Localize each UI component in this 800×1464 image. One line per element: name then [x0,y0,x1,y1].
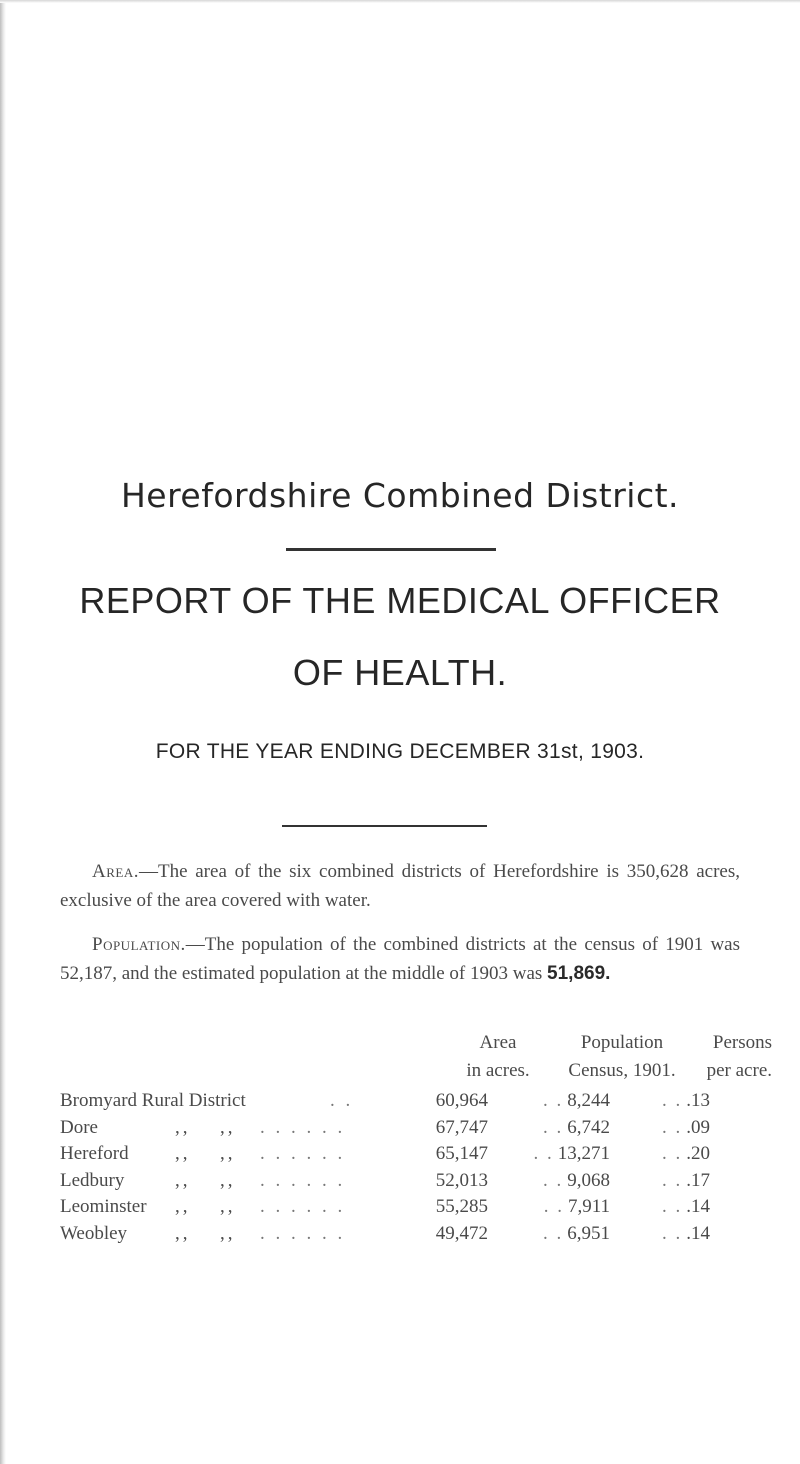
report-heading-line-1: REPORT OF THE MEDICAL OFFICER [79,580,721,621]
row-dots: . . . . . . [260,1169,346,1191]
per-acre-value: .09 [686,1116,710,1138]
ditto-mark: ,, [175,1143,191,1164]
population-value: 6,951 [567,1222,610,1244]
page-edge-shadow [0,0,6,1464]
district-persons-per-acre [626,1170,710,1192]
table-row [60,1090,740,1117]
district-population [500,1090,610,1112]
per-acre-value: .17 [686,1169,710,1191]
leader-dots: . . [662,1116,683,1138]
district-name: Leominster [60,1196,147,1217]
table-row [60,1223,740,1250]
leader-dots: . . [662,1222,683,1244]
district-area: 52,013 [435,1169,488,1191]
population-value: 13,271 [557,1143,610,1164]
row-dots: . . . . . . [260,1196,346,1217]
population-estimate: 51,869. [547,963,611,984]
district-name: Ledbury [60,1169,125,1191]
row-dots: . . . . . . [260,1143,346,1164]
population-value: 9,068 [567,1169,610,1191]
table-header-row-2 [60,1060,772,1088]
header-area: Area [479,1032,517,1053]
district-name: Hereford [60,1143,129,1164]
district-area: 60,964 [435,1090,488,1111]
district-persons-per-acre [626,1196,710,1218]
table-row [60,1117,740,1144]
document-title: Herefordshire Combined District. [120,476,680,515]
leader-dots: . . [662,1169,683,1191]
area-paragraph [60,857,740,915]
per-acre-value: .20 [686,1143,710,1164]
table-header-row-1 [60,1032,772,1060]
title-divider [286,548,496,551]
population-text: —The population of the combined districts at the census of 1901 was 52,187, and the estimated population at the middle of 1903 was [60,934,740,984]
ditto-mark: ,, [220,1196,236,1217]
district-area: 55,285 [435,1196,488,1217]
header-persons: Persons [712,1032,772,1053]
leader-dots: . . [543,1222,564,1244]
leader-dots: . . [543,1090,564,1111]
ditto-mark: ,, [220,1116,236,1138]
district-area: 65,147 [435,1143,488,1164]
per-acre-value: .13 [686,1090,710,1111]
district-name: Bromyard Rural District [60,1090,246,1111]
header-population: Population [580,1032,664,1053]
ditto-mark: ,, [175,1196,191,1217]
district-persons-per-acre [626,1090,710,1112]
district-population [500,1117,610,1139]
row-dots: . . . . . . [260,1222,346,1244]
district-table [60,1032,772,1249]
leader-dots: . . [543,1116,564,1138]
district-area: 49,472 [435,1222,488,1244]
header-area-unit: in acres. [466,1060,530,1081]
ditto-mark: ,, [175,1222,191,1244]
population-value: 7,911 [567,1196,610,1217]
district-persons-per-acre [626,1143,710,1165]
ditto-mark: ,, [175,1116,191,1138]
report-period: FOR THE YEAR ENDING DECEMBER 31st, 1903. [155,740,645,763]
ditto-mark: ,, [220,1143,236,1164]
leader-dots: . . [533,1143,554,1164]
district-population [500,1170,610,1192]
district-persons-per-acre [626,1117,710,1139]
district-area: 67,747 [435,1116,488,1138]
population-paragraph [60,930,740,988]
ditto-mark: ,, [220,1222,236,1244]
district-persons-per-acre [626,1223,710,1245]
leader-dots: . . [662,1196,683,1217]
district-name: Dore [60,1116,98,1138]
page-top-edge [0,0,800,3]
leader-dots: . . [662,1090,683,1111]
header-population-census: Census, 1901. [568,1060,676,1081]
row-dots: . . . . . . [260,1116,346,1138]
table-row [60,1196,740,1223]
report-heading-line-2: OF HEALTH. [292,652,508,693]
population-label: Population. [92,934,186,955]
row-dots: . . [330,1090,354,1111]
per-acre-value: .14 [686,1222,710,1244]
population-value: 8,244 [567,1090,610,1111]
per-acre-value: .14 [686,1196,710,1217]
leader-dots: . . [662,1143,683,1164]
table-row [60,1143,740,1170]
period-divider [282,825,487,827]
area-text: —The area of the six combined districts of Herefordshire is 350,628 acres, exclusive of the area covered with water. [60,861,740,911]
population-value: 6,742 [567,1116,610,1138]
leader-dots: . . [543,1169,564,1191]
ditto-mark: ,, [220,1169,236,1191]
district-name: Weobley [60,1222,128,1244]
table-row [60,1170,740,1197]
leader-dots: . . [543,1196,564,1217]
header-persons-unit: per acre. [706,1060,772,1081]
area-label: Area. [92,861,139,882]
district-population [500,1143,610,1165]
district-population [500,1196,610,1218]
district-population [500,1223,610,1245]
ditto-mark: ,, [175,1169,191,1191]
table-body [60,1090,740,1249]
